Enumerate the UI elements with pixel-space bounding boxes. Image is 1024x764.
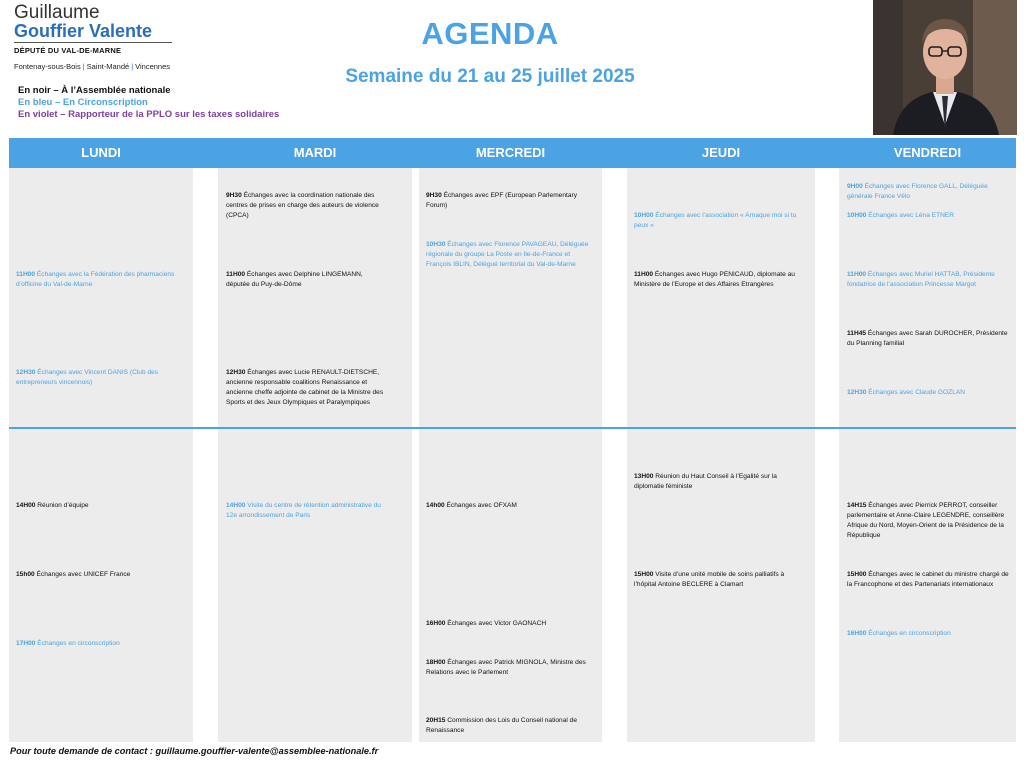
event-text: Échanges avec le cabinet du ministre chargé de la Francophone et des Partenariats internationaux xyxy=(847,571,1009,588)
event-time: 10H00 xyxy=(634,212,654,219)
deputy-first-name: Guillaume xyxy=(14,2,100,23)
event-time: 9H30 xyxy=(426,192,442,199)
day-lundi: LUNDI xyxy=(81,145,121,160)
event-mercredi-2015 xyxy=(426,716,594,736)
event-text: Visite du centre de rétention administrative du 12e arrondissement de Paris xyxy=(226,502,381,519)
event-time: 11H00 xyxy=(634,271,654,278)
event-mercredi-1600 xyxy=(426,619,594,629)
event-text: Échanges avec EPF (European Parlementary Forum) xyxy=(426,192,578,209)
event-text: Échanges avec l’association « Arnaque moi si tu peux » xyxy=(634,212,797,229)
event-text: Réunion d’équipe xyxy=(35,502,89,509)
event-time: 11H00 xyxy=(847,271,867,278)
event-time: 9H30 xyxy=(226,192,242,199)
event-lundi-1100 xyxy=(16,270,181,290)
town-fontenay: Fontenay-sous-Bois xyxy=(14,62,81,71)
event-text: Échanges avec Florence PAVAGEAU, Déléguée régionale du groupe La Poste en Ile-de-France et François IBLIN, Délégué territorial du Val-de-Marne xyxy=(426,241,589,268)
event-time: 15h00 xyxy=(16,571,35,578)
legend-blue: En bleu – En Circonscription xyxy=(18,97,148,108)
event-text: Échanges avec Victor GAONACH xyxy=(445,620,547,627)
days-header xyxy=(9,138,1016,168)
event-time: 14H00 xyxy=(226,502,246,509)
event-time: 14H00 xyxy=(16,502,36,509)
event-text: Visite d’une unité mobile de soins palliatifs à l’hôpital Antoine BECLERE à Clamart xyxy=(634,571,785,588)
event-time: 9H00 xyxy=(847,183,863,190)
event-vendredi-1100 xyxy=(847,270,1012,290)
event-text: Échanges en circonscription xyxy=(866,630,951,637)
event-time: 13H00 xyxy=(634,473,654,480)
column-mardi xyxy=(218,168,412,742)
event-vendredi-1230 xyxy=(847,388,1012,398)
legend-violet: En violet – Rapporteur de la PPLO sur les taxes solidaires xyxy=(18,109,280,120)
day-mardi: MARDI xyxy=(293,145,337,160)
event-text: Échanges avec Lucie RENAULT-DIETSCHE, ancienne responsable coalitions Renaissance et ancienne cheffe adjointe de cabinet de la Ministre des Sports et des Jeux Olympiques et Paralympiques xyxy=(226,369,384,406)
event-text: Échanges avec Vincent DANIS (Club des entrepreneurs vincennois) xyxy=(16,369,159,386)
event-lundi-1700 xyxy=(16,639,181,649)
event-vendredi-1600 xyxy=(847,629,1012,639)
event-jeudi-1500 xyxy=(634,570,808,590)
event-lundi-1500 xyxy=(16,570,181,580)
event-text: Échanges avec OFXAM xyxy=(444,502,517,509)
event-vendredi-1415 xyxy=(847,501,1012,541)
event-vendredi-0900 xyxy=(847,182,1012,202)
event-text: Échanges avec Pierrick PERROT, conseiller parlementaire et Anne-Claire LEGENDRE, conseillère Afrique du Nord, Moyen-Orient de la Présidence de la République xyxy=(847,502,1005,539)
event-lundi-1230 xyxy=(16,368,181,388)
separator: | xyxy=(131,62,134,71)
event-text: Échanges avec Claude GOZLAN xyxy=(866,389,966,396)
event-time: 11H45 xyxy=(847,330,867,337)
event-time: 12H30 xyxy=(226,369,246,376)
event-time: 17H00 xyxy=(16,640,36,647)
event-jeudi-1300 xyxy=(634,472,806,492)
event-text: Échanges avec la coordination nationale des centres de prises en charge des auteurs de violence (CPCA) xyxy=(226,192,379,219)
deputy-title: DÉPUTÉ DU VAL-DE-MARNE xyxy=(14,46,122,55)
event-text: Échanges avec Patrick MIGNOLA, Ministre des Relations avec le Parlement xyxy=(426,659,586,676)
event-mercredi-1030 xyxy=(426,240,594,270)
event-mercredi-1800 xyxy=(426,658,594,678)
event-time: 16H00 xyxy=(847,630,867,637)
agenda-title: AGENDA xyxy=(421,16,559,51)
event-time: 10H00 xyxy=(847,212,867,219)
event-time: 15H00 xyxy=(847,571,867,578)
event-time: 14h00 xyxy=(426,502,445,509)
separator: | xyxy=(82,62,85,71)
column-vendredi xyxy=(839,168,1016,742)
name-divider xyxy=(14,42,172,43)
event-text: Commission des Lois du Conseil national de Renaissance xyxy=(426,717,578,734)
event-text: Échanges en circonscription xyxy=(35,640,120,647)
event-jeudi-1000 xyxy=(634,211,806,231)
week-title: Semaine du 21 au 25 juillet 2025 xyxy=(345,66,635,87)
event-lundi-1400 xyxy=(16,501,181,511)
event-time: 11H00 xyxy=(226,271,246,278)
deputy-photo xyxy=(873,0,1017,135)
event-time: 11H00 xyxy=(16,271,36,278)
midday-divider xyxy=(9,427,1016,429)
event-mercredi-0930 xyxy=(426,191,594,211)
town-vincennes: Vincennes xyxy=(135,62,171,71)
event-mercredi-1400 xyxy=(426,501,594,511)
event-mardi-1100 xyxy=(226,270,386,290)
event-jeudi-1100 xyxy=(634,270,808,290)
event-text: Échanges avec Florence GALL, Déléguée générale France Vélo xyxy=(847,183,988,200)
event-time: 18H00 xyxy=(426,659,446,666)
event-time: 12H30 xyxy=(16,369,36,376)
event-time: 16H00 xyxy=(426,620,446,627)
event-time: 15H00 xyxy=(634,571,654,578)
event-text: Échanges avec Sarah DUROCHER, Présidente du Planning familial xyxy=(847,330,1008,347)
event-vendredi-1500 xyxy=(847,570,1012,590)
event-time: 14H15 xyxy=(847,502,867,509)
day-vendredi: VENDREDI xyxy=(893,145,962,160)
event-time: 12H30 xyxy=(847,389,867,396)
day-mercredi: MERCREDI xyxy=(475,145,546,160)
event-time: 20H15 xyxy=(426,717,446,724)
event-text: Réunion du Haut Conseil à l’Egalité sur la diplomatie féministe xyxy=(634,473,777,490)
portrait-image xyxy=(873,0,1017,135)
town-saint-mande: Saint-Mandé xyxy=(86,62,130,71)
event-mardi-1230 xyxy=(226,368,386,408)
event-time: 10H30 xyxy=(426,241,446,248)
event-vendredi-1145 xyxy=(847,329,1012,349)
event-text: Échanges avec la Fédération des pharmaciens d’officine du Val-de-Marne xyxy=(16,271,175,288)
event-text: Échanges avec Muriel HATTAB, Présidente fondatrice de l’association Princesse Margot xyxy=(847,271,995,288)
deputy-last-name: Gouffier Valente xyxy=(14,21,153,41)
event-text: Échanges avec Hugo PENICAUD, diplomate au Ministère de l’Europe et des Affaires Etrangères xyxy=(634,271,795,288)
event-text: Échanges avec Delphine LINGEMANN, députée du Puy-de-Dôme xyxy=(226,271,363,288)
event-text: Échanges avec Léna ETNER xyxy=(866,212,955,219)
contact-footer: Pour toute demande de contact : guillaume.gouffier-valente@assemblee-nationale.fr xyxy=(10,746,379,756)
column-jeudi xyxy=(627,168,815,742)
towns-line xyxy=(14,62,170,71)
event-text: Échanges avec UNICEF France xyxy=(34,571,131,578)
event-vendredi-1000 xyxy=(847,211,1012,221)
event-mardi-0930 xyxy=(226,191,386,221)
legend-black: En noir – À l’Assemblée nationale xyxy=(18,85,171,96)
column-lundi xyxy=(9,168,193,742)
day-jeudi: JEUDI xyxy=(701,145,741,160)
event-mardi-1400 xyxy=(226,501,386,521)
